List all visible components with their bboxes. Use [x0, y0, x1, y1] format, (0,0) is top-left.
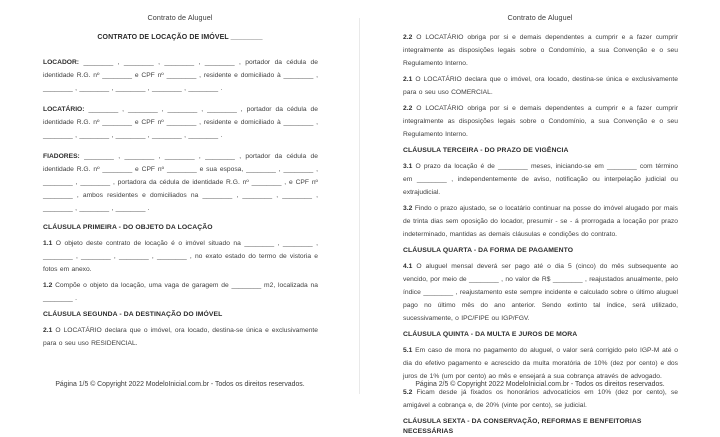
paragraph-label: 1.2	[43, 282, 53, 289]
paragraph-label: 5.1	[403, 347, 413, 354]
paragraph-label: 4.1	[403, 263, 413, 270]
clause-heading: CLÁUSULA QUARTA - DA FORMA DE PAGAMENTO	[403, 247, 574, 254]
paragraph-label: FIADORES:	[43, 153, 80, 160]
paragraph-label: 1.1	[43, 240, 53, 247]
paragraph-label: 3.1	[403, 163, 413, 170]
clause-heading: CLÁUSULA SEGUNDA - DA DESTINAÇÃO DO IMÓVEL	[43, 311, 223, 318]
contract-paragraph: 1.1 O objeto deste contrato de locação é o imóvel situado na ________ , ________ , ________ , ________ , ________ , ________ , no exato estado do termo de vistoria e fotos em anexo.	[43, 240, 318, 273]
contract-paragraph: 2.2 O LOCATÁRIO obriga por si e demais dependentes a cumprir e a fazer cumprir integralmente as disposições legais sobre o Condomínio, a sua Convenção e o seu Regulamento Interno.	[403, 34, 678, 67]
page-2-footer: Página 2/5 © Copyright 2022 ModeloInicial.com.br - Todos os direitos reservados.	[415, 381, 665, 388]
clause-heading: CLÁUSULA PRIMEIRA - DO OBJETO DA LOCAÇÃO	[43, 224, 213, 231]
document-title: CONTRATO DE LOCAÇÃO DE IMÓVEL ________	[97, 34, 263, 41]
paragraph-label: 5.2	[403, 389, 413, 396]
paragraph-label: LOCADOR:	[43, 59, 80, 66]
page-1	[0, 0, 360, 405]
contract-paragraph: 3.2 Findo o prazo ajustado, se o locatário continuar na posse do imóvel alugado por mais de trinta dias sem oposição do locador, presumir - se - á prorrogada a locação por prazo indeterminado, mantidas as demais cláusulas e condições do contrato.	[403, 205, 678, 238]
document-header: Contrato de Aluguel	[147, 13, 213, 22]
clause-heading: CLÁUSULA TERCEIRA - DO PRAZO DE VIGÊNCIA	[403, 147, 569, 154]
paragraph-label: 2.1	[403, 76, 413, 83]
page-1-footer: Página 1/5 © Copyright 2022 ModeloInicial.com.br - Todos os direitos reservados.	[55, 381, 305, 388]
clause-heading: CLÁUSULA QUINTA - DA MULTA E JUROS DE MORA	[403, 331, 578, 338]
contract-paragraph: 5.1 Em caso de mora no pagamento do aluguel, o valor será corrigido pelo IGP-M até o dia do efetivo pagamento e acrescido da multa moratória de 10% (dez por cento) e dos juros de 1% (um por cento) ao mês e ensejará a sua cobrança através de advogado.	[403, 347, 678, 380]
contract-paragraph: LOCADOR: ________ , ________ , ________ , ________ , portador da cédula de identidade R.G. nº ________ e CPF nº ________ , residente e domiciliado à ________ , ________ , ________ , ________ , ________ , ________ .	[43, 59, 318, 92]
contract-paragraph: 5.2 Ficam desde já fixados os honorários advocatícios em 10% (dez por cento), se amigável a cobrança e, de 20% (vinte por cento), se judicial.	[403, 389, 678, 409]
contract-paragraph: 2.2 O LOCATÁRIO obriga por si e demais dependentes a cumprir e a fazer cumprir integralmente as disposições legais sobre o Condomínio, a sua Convenção e o seu Regulamento Interno.	[403, 105, 678, 138]
contract-paragraph: LOCATÁRIO: ________ , ________ , ________ , ________ , portador da cédula de identidade R.G. nº ________ e CPF nº ________ , residente e domiciliado à ________ , ________ , ________ , ________ , ________ , ________ .	[43, 106, 318, 139]
page-2-content	[360, 31, 720, 437]
contract-paragraph: 4.1 O aluguel mensal deverá ser pago até o dia 5 (cinco) do mês subsequente ao vencido, por meio de ________ , no valor de R$ ________ , reajustados anualmente, pelo índice ________ , reajustamento este sempre incidente e calculado sobre o último aluguel pago no último mês do ano anterior. Sendo extinto tal índice, será utilizado, sucessivamente, o IPC/FIPE ou IGP/FGV.	[403, 263, 678, 322]
contract-paragraph: FIADORES: ________ , ________ , ________ , ________ , portador da cédula de identidade R.G. nº ________ e CPF nº ________ e sua esposa, ________ , ________ , ________ , ________ , portadora da cédula de identidade R.G. nº ________ , e CPF nº ________ , ambos residentes e domiciliados na ________ , ________ , ________ , ________ , ________ , ________ .	[43, 153, 318, 212]
clause-heading: CLÁUSULA SEXTA - DA CONSERVAÇÃO, REFORMAS E BENFEITORIAS NECESSÁRIAS	[403, 418, 642, 435]
paragraph-label: 2.1	[43, 327, 53, 334]
paragraph-label: 2.2	[403, 34, 413, 41]
contract-paragraph: 2.1 O LOCATÁRIO declara que o imóvel, ora locado, destina-se única e exclusivamente para o seu uso COMERCIAL.	[403, 76, 678, 96]
paragraph-label: 2.2	[403, 105, 413, 112]
contract-paragraph: 1.2 Compõe o objeto da locação, uma vaga de garagem de ________ m2, localizada na ________ .	[43, 282, 318, 302]
document-header: Contrato de Aluguel	[507, 13, 573, 22]
contract-paragraph: 3.1 O prazo da locação é de ________ meses, iniciando-se em ________ com término em ________ , independentemente de aviso, notificação ou interpelação judicial ou extrajudicial.	[403, 163, 678, 196]
contract-paragraph: 2.1 O LOCATÁRIO declara que o imóvel, ora locado, destina-se única e exclusivamente para o seu uso RESIDENCIAL.	[43, 327, 318, 347]
page-1-content	[0, 56, 360, 350]
page-2	[360, 0, 720, 435]
paragraph-label: LOCATÁRIO:	[43, 106, 85, 113]
paragraph-label: 3.2	[403, 205, 413, 212]
